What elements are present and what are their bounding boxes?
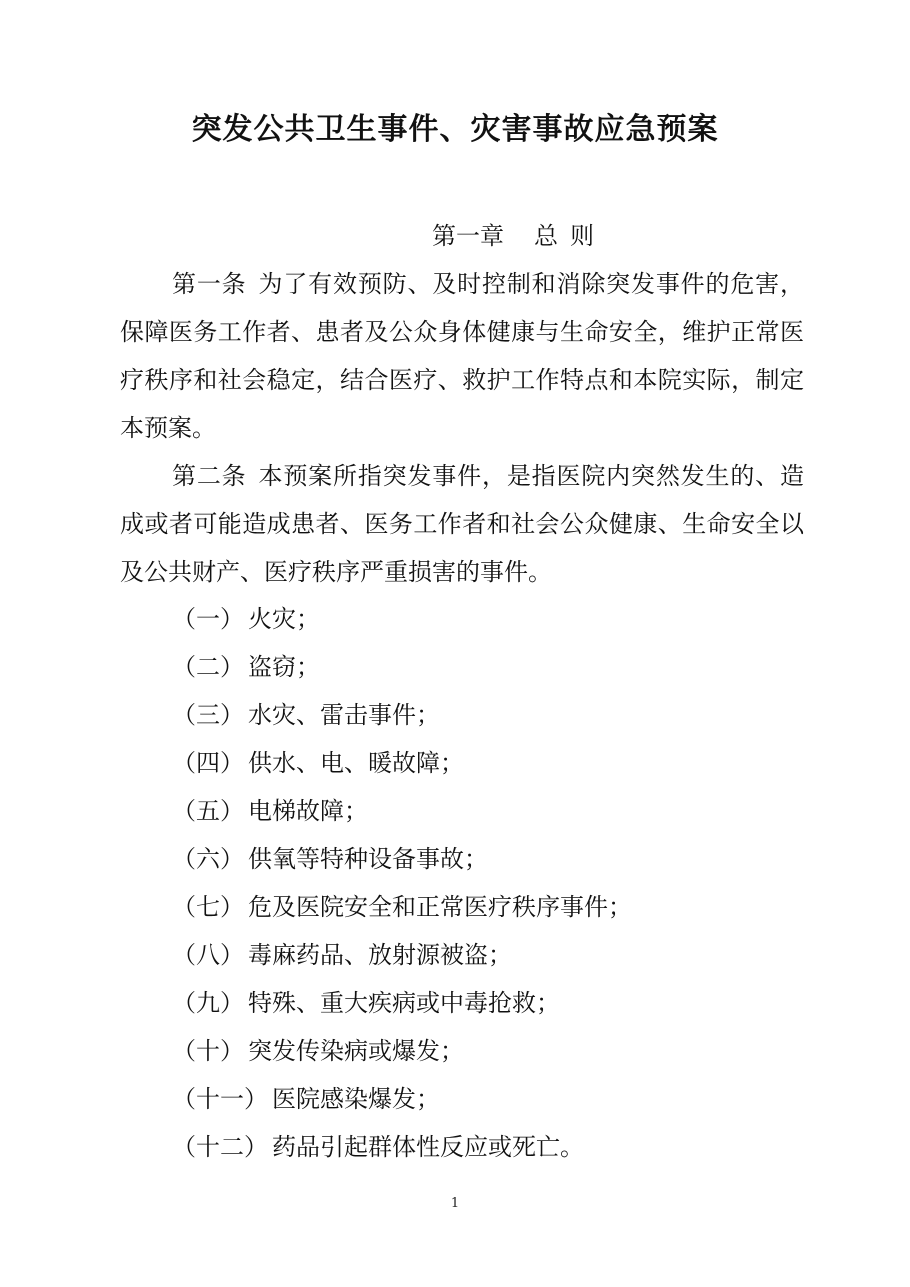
list-item-text: 突发传染病或爆发； [248,1037,464,1065]
list-item-text: 药品引起群体性反应或死亡。 [272,1133,584,1161]
list-item-number: （十一） [172,1085,268,1113]
list-item-number: （十） [172,1037,244,1065]
article-1-text: 为了有效预防、及时控制和消除突发事件的危害，保障医务工作者、患者及公众身体健康与生命安全，维护正常医疗秩序和社会稳定，结合医疗、救护工作特点和本院实际，制定本预案。 [120,270,804,442]
list-item-text: 供水、电、暖故障； [248,749,464,777]
list-item-text: 特殊、重大疾病或中毒抢救； [248,989,560,1017]
list-item-number: （七） [172,893,244,921]
list-item-text: 火灾； [248,605,320,633]
chapter-name-part2: 则 [570,222,594,250]
page-number: 1 [450,1196,460,1211]
document-title: 突发公共卫生事件、灾害事故应急预案 [191,112,719,147]
list-item-text: 供氧等特种设备事故； [248,845,488,873]
list-item [172,595,802,643]
list-item-text: 危及医院安全和正常医疗秩序事件； [248,893,632,921]
list-item [172,1075,802,1123]
list-item-number: （六） [172,845,244,873]
list-item [172,1123,802,1171]
list-item [172,643,802,691]
list-item [172,1027,802,1075]
list-item-number: （九） [172,989,244,1017]
list-item-number: （一） [172,605,244,633]
list-item [172,979,802,1027]
list-item-text: 水灾、雷击事件； [248,701,440,729]
list-item-text: 电梯故障； [248,797,368,825]
list-item-text: 盗窃； [248,653,320,681]
list-item-number: （五） [172,797,244,825]
article-2 [120,452,804,596]
list-item [172,883,802,931]
list-item-number: （二） [172,653,244,681]
list-item [172,691,802,739]
list-item-text: 医院感染爆发； [272,1085,440,1113]
article-1 [120,260,804,452]
list-item [172,787,802,835]
chapter-heading [0,214,910,258]
article-2-number: 第二条 [172,462,247,490]
list-item [172,739,802,787]
list-item [172,931,802,979]
article-1-number: 第一条 [172,270,247,298]
chapter-number: 第一章 [432,222,504,250]
list-item-number: （十二） [172,1133,268,1161]
list-item-text: 毒麻药品、放射源被盗； [248,941,512,969]
list-item [172,835,802,883]
article-2-text: 本预案所指突发事件，是指医院内突然发生的、造成或者可能造成患者、医务工作者和社会公众健康、生命安全以及公共财产、医疗秩序严重损害的事件。 [120,462,804,586]
list-item-number: （三） [172,701,244,729]
list-item-number: （四） [172,749,244,777]
event-type-list [172,595,802,1171]
chapter-name-part1: 总 [534,222,558,250]
list-item-number: （八） [172,941,244,969]
